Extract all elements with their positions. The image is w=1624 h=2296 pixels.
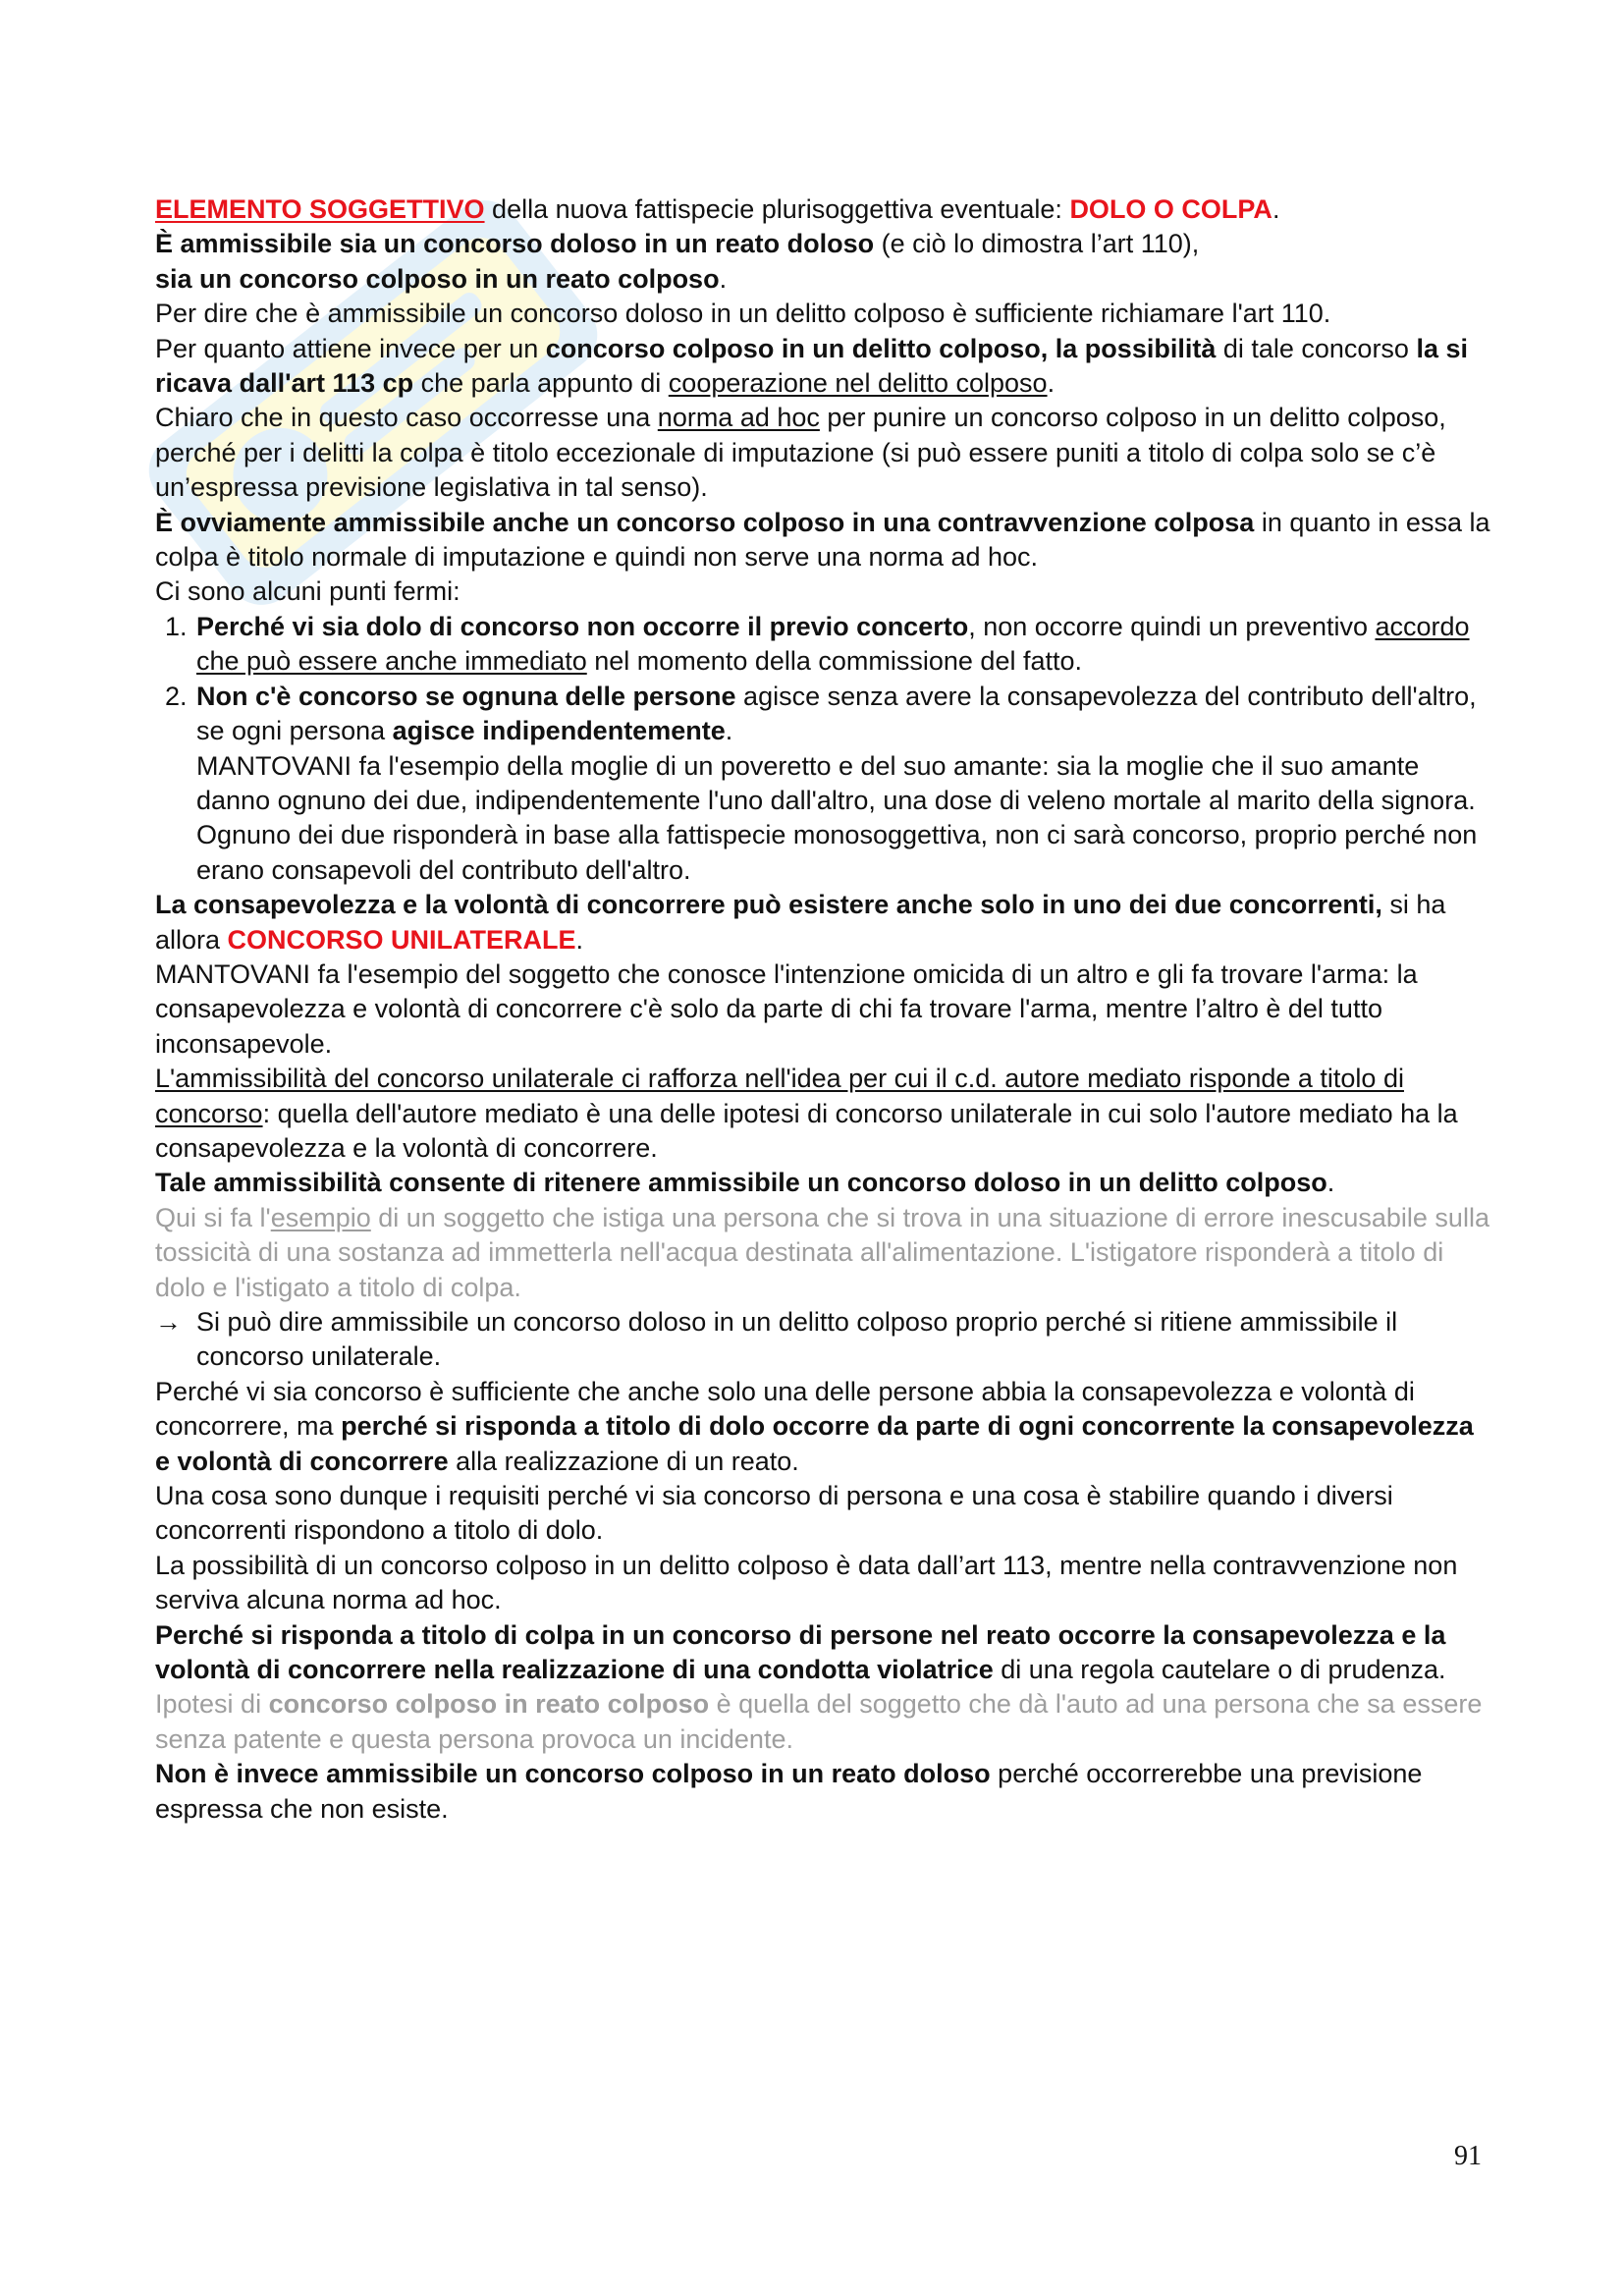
paragraph-concorso-doloso: È ammissibile sia un concorso doloso in un reato doloso (e ciò lo dimostra l’art 110), bbox=[155, 229, 1200, 259]
list-number: 1. bbox=[165, 611, 188, 641]
paragraph-esempio-istigatore: Qui si fa l'esempio di un soggetto che istiga una persona che si trova in una situazione di errore inescusabile sulla tossicità di una sostanza ad immetterla nell'acqua destinata all'alimentazione. L'istigatore risponderà a titolo di dolo e l'istigato a titolo di colpa. bbox=[155, 1202, 1489, 1302]
paragraph-concorso-unilaterale: La consapevolezza e la volontà di concorrere può esistere anche solo in uno dei due concorrenti, si ha allora CONCORSO UNILATERALE. bbox=[155, 890, 1446, 955]
paragraph-requisiti: Una cosa sono dunque i requisiti perché vi sia concorso di persona e una cosa è stabilire quando i diversi concorrenti rispondono a titolo di dolo. bbox=[155, 1481, 1393, 1546]
arrow-right-icon: → bbox=[155, 1307, 182, 1337]
paragraph-art-113-contravvenzione: La possibilità di un concorso colposo in un delitto colposo è data dall’art 113, mentre nella contravvenzione non serviva alcuna norma ad hoc. bbox=[155, 1550, 1458, 1615]
list-item: 1. Perché vi sia dolo di concorso non occorre il previo concerto, non occorre quindi un preventivo accordo che può essere anche immediato nel momento della commissione del fatto. bbox=[165, 611, 1470, 677]
list-number: 2. bbox=[165, 681, 188, 711]
paragraph-contravvenzione: È ovviamente ammissibile anche un concorso colposo in una contravvenzione colposa in quanto in essa la colpa è titolo normale di imputazione e quindi non serve una norma ad hoc. bbox=[155, 507, 1490, 573]
heading-elemento-soggettivo: ELEMENTO SOGGETTIVO bbox=[155, 194, 485, 224]
paragraph-titolo-dolo: Perché vi sia concorso è sufficiente che anche solo una delle persone abbia la consapevolezza e volontà di concorrere, ma perché si risponda a titolo di dolo occorre da parte di ogni concorrente la consapevolezza e volontà di concorrere alla realizzazione di un reato. bbox=[155, 1376, 1474, 1476]
paragraph-titolo-colpa: Perché si risponda a titolo di colpa in un concorso di persone nel reato occorre la consapevolezza e la volontà di concorrere nella realizzazione di una condotta violatrice di una regola cautelare o di prudenza. bbox=[155, 1619, 1446, 1685]
paragraph-concorso-colposo: sia un concorso colposo in un reato colposo. bbox=[155, 263, 728, 294]
list-item: 2. Non c'è concorso se ognuna delle persone agisce senza avere la consapevolezza del contributo dell'altro, se ogni persona agisce indipendentemente. bbox=[165, 681, 1477, 746]
paragraph-non-ammissibile: Non è invece ammissibile un concorso colposo in un reato doloso perché occorrerebbe una previsione espressa che non esiste. bbox=[155, 1759, 1423, 1824]
paragraph-punti-fermi: Ci sono alcuni punti fermi: bbox=[155, 576, 460, 607]
highlight-dolo-colpa: DOLO O COLPA bbox=[1069, 194, 1272, 224]
paragraph-norma-ad-hoc: Chiaro che in questo caso occorresse una norma ad hoc per punire un concorso colposo in un delitto colposo, perché per i delitti la colpa è titolo eccezionale di imputazione (si può essere puniti a titolo di colpa solo se c’è un’espressa previsione legislativa in tal senso). bbox=[155, 403, 1446, 503]
paragraph-esempio-auto: Ipotesi di concorso colposo in reato colposo è quella del soggetto che dà l'auto ad una persona che sa essere senza patente e questa persona provoca un incidente. bbox=[155, 1689, 1483, 1754]
highlight-concorso-unilaterale: CONCORSO UNILATERALE bbox=[227, 924, 576, 955]
page-number: 91 bbox=[1454, 2141, 1482, 2171]
paragraph-elemento-soggettivo: ELEMENTO SOGGETTIVO della nuova fattispecie plurisoggettiva eventuale: DOLO O COLPA. bbox=[155, 194, 1280, 224]
paragraph-arrow-note: → Si può dire ammissibile un concorso doloso in un delitto colposo proprio perché si ritiene ammissibile il concorso unilaterale. bbox=[155, 1307, 1398, 1372]
document-body bbox=[155, 192, 1490, 1827]
paragraph-autore-mediato: L'ammissibilità del concorso unilaterale ci rafforza nell'idea per cui il c.d. autore mediato risponde a titolo di concorso: quella dell'autore mediato è una delle ipotesi di concorso unilaterale in cui solo l'autore mediato ha la consapevolezza e la volontà di concorrere. bbox=[155, 1064, 1458, 1163]
paragraph-art-110: Per dire che è ammissibile un concorso doloso in un delitto colposo è sufficiente richiamare l'art 110. bbox=[155, 299, 1331, 329]
paragraph-ammissibilita: Tale ammissibilità consente di ritenere ammissibile un concorso doloso in un delitto colposo. bbox=[155, 1168, 1335, 1198]
paragraph-art-113: Per quanto attiene invece per un concorso colposo in un delitto colposo, la possibilità di tale concorso la si ricava dall'art 113 cp che parla appunto di cooperazione nel delitto colposo. bbox=[155, 333, 1468, 399]
paragraph-mantovani-veleno: MANTOVANI fa l'esempio della moglie di un poveretto e del suo amante: sia la moglie che il suo amante danno ognuno dei due, indipendentemente l'uno dall'altro, una dose di veleno mortale al marito della signora. Ognuno dei due risponderà in base alla fattispecie monosoggettiva, non ci sarà concorso, proprio perché non erano consapevoli del contributo dell'altro. bbox=[196, 750, 1478, 885]
paragraph-mantovani-arma: MANTOVANI fa l'esempio del soggetto che conosce l'intenzione omicida di un altro e gli fa trovare l'arma: la consapevolezza e volontà di concorrere c'è solo da parte di chi fa trovare l'arma, mentre l’altro è del tutto inconsapevole. bbox=[155, 958, 1418, 1059]
